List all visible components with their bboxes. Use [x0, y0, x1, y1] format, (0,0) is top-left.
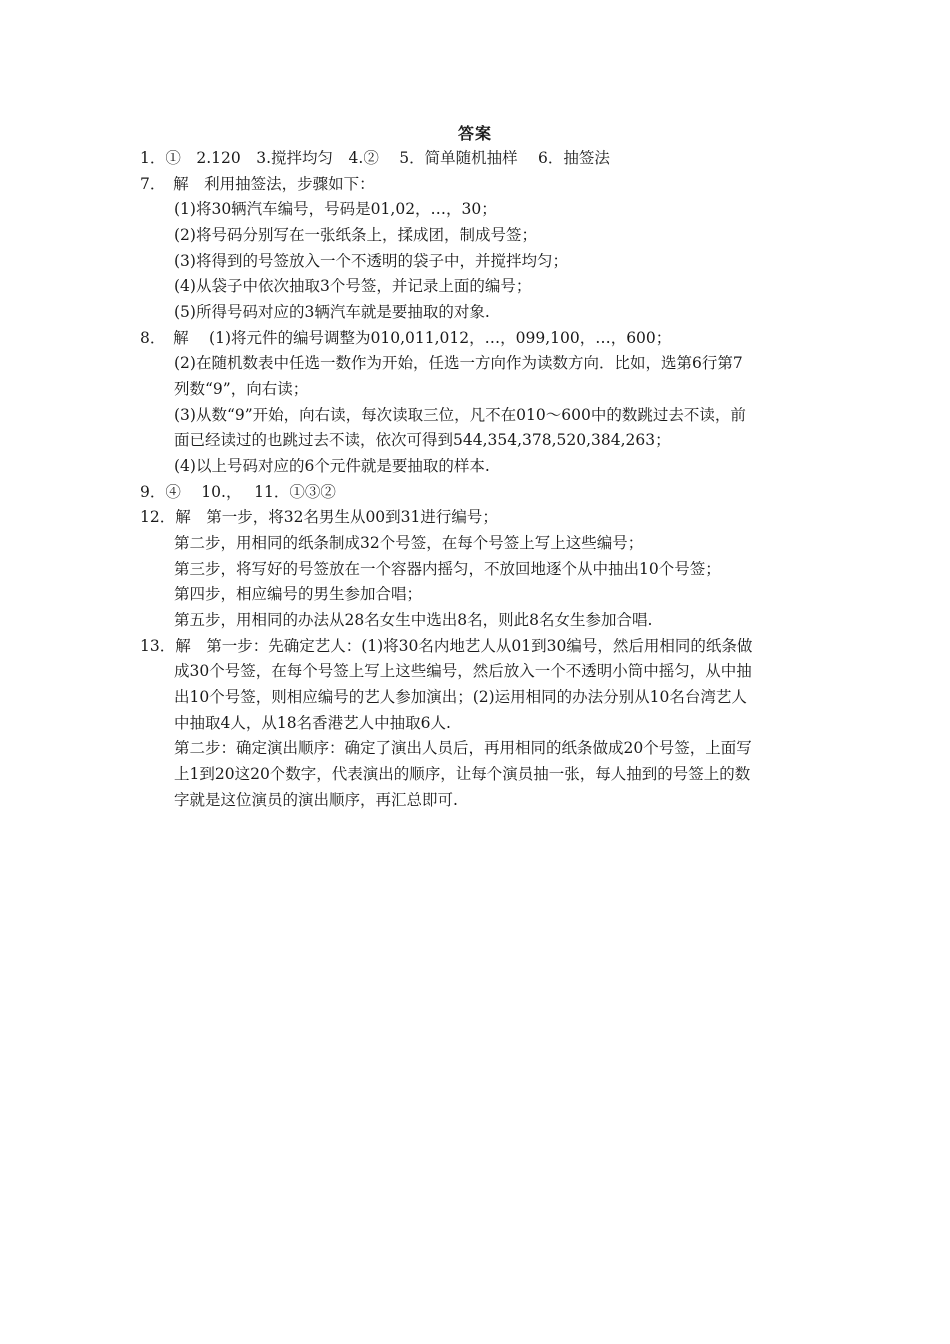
answer-7-step-2: (2)将号码分别写在一张纸条上，揉成团，制成号签； [174, 226, 537, 244]
answer-8-step-2: (2)在随机数表中任选一数作为开始，任选一方向作为读数方向．比如，选第6行第7 [174, 354, 743, 372]
answer-13-heading: 13．解 第一步：先确定艺人：(1)将30名内地艺人从01到30编号，然后用相同的纸条做 [140, 637, 753, 655]
answer-12-step-4: 第四步，相应编号的男生参加合唱； [174, 585, 423, 603]
answer-7-heading: 7． 解 利用抽签法，步骤如下： [140, 175, 375, 193]
answer-12-step-2: 第二步，用相同的纸条制成32个号签，在每个号签上写上这些编号； [174, 534, 644, 552]
answer-7-step-5: (5)所得号码对应的3辆汽车就是要抽取的对象. [174, 303, 490, 321]
answer-line-1-6: 1．① 2.120 3.搅拌均匀 4.② 5．简单随机抽样 6．抽签法 [140, 149, 610, 167]
answer-8-step-3-cont: 面已经读过的也跳过去不读，依次可得到544,354,378,520,384,263； [174, 431, 671, 449]
answer-13-step-1-cont-2: 出10个号签，则相应编号的艺人参加演出；(2)运用相同的办法分别从10名台湾艺人 [174, 688, 747, 706]
answer-8-step-2-cont: 列数“9”，向右读； [174, 380, 309, 398]
answer-8-heading: 8． 解 (1)将元件的编号调整为010,011,012，…，099,100，…，600； [140, 329, 672, 347]
answer-12-heading: 12．解 第一步，将32名男生从00到31进行编号； [140, 508, 498, 526]
answer-13-step-2-cont-1: 上1到20这20个数字，代表演出的顺序，让每个演员抽一张，每人抽到的号签上的数 [174, 765, 751, 783]
answer-13-step-1-cont-3: 中抽取4人，从18名香港艺人中抽取6人. [174, 714, 451, 732]
answer-12-step-3: 第三步，将写好的号签放在一个容器内摇匀，不放回地逐个从中抽出10个号签； [174, 560, 721, 578]
answer-13-step-2: 第二步：确定演出顺序：确定了演出人员后，再用相同的纸条做成20个号签，上面写 [174, 739, 752, 757]
answer-13-step-1-cont-1: 成30个号签，在每个号签上写上这些编号，然后放入一个不透明小筒中摇匀，从中抽 [174, 662, 752, 680]
answer-7-step-1: (1)将30辆汽车编号，号码是01,02，…，30； [174, 200, 497, 218]
answer-7-step-4: (4)从袋子中依次抽取3个号签，并记录上面的编号； [174, 277, 532, 295]
page-title: 答案 [457, 124, 492, 143]
answer-8-step-3: (3)从数“9”开始，向右读，每次读取三位，凡不在010～600中的数跳过去不读，前 [174, 406, 746, 424]
answer-line-9-11: 9．④ 10.， 11．①③② [140, 483, 336, 501]
answer-12-step-5: 第五步，用相同的办法从28名女生中选出8名，则此8名女生参加合唱. [174, 611, 653, 629]
answer-13-step-2-cont-2: 字就是这位演员的演出顺序，再汇总即可. [174, 791, 458, 809]
answer-7-step-3: (3)将得到的号签放入一个不透明的袋子中，并搅拌均匀； [174, 252, 568, 270]
answer-8-step-4: (4)以上号码对应的6个元件就是要抽取的样本. [174, 457, 490, 475]
